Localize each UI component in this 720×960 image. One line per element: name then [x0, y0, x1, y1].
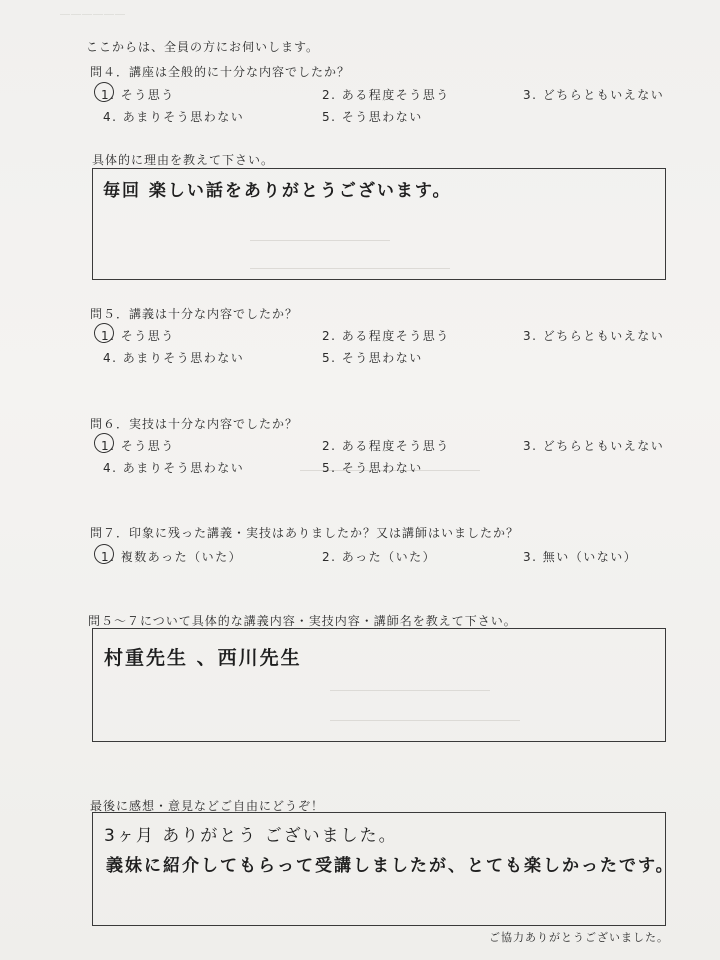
- bleed-through-text: ＿＿＿＿＿＿: [60, 6, 126, 17]
- q4-option-2[interactable]: 2. ある程度そう思う: [322, 88, 450, 102]
- q7-option-3[interactable]: 3. 無い（いない）: [523, 550, 638, 564]
- q7-option-2[interactable]: 2. あった（いた）: [322, 550, 437, 564]
- q4-title: 問４．講座は全般的に十分な内容でしたか？: [90, 65, 351, 79]
- q5-option-1[interactable]: 1. そう思う: [101, 329, 175, 343]
- q7-option-1[interactable]: 1. 複数あった（いた）: [101, 550, 243, 564]
- q5-option-4[interactable]: 4. あまりそう思わない: [103, 351, 245, 365]
- q4-option-1[interactable]: 1. そう思う: [101, 88, 175, 102]
- footer-thanks: ご協力ありがとうございました。: [489, 931, 669, 944]
- q6-option-5[interactable]: 5. そう思わない: [322, 461, 423, 475]
- q4-option-3[interactable]: 3. どちらともいえない: [523, 88, 665, 102]
- details-answer: 村重先生 、西川先生: [104, 647, 302, 669]
- intro-text: ここからは、全員の方にお伺いします。: [86, 40, 320, 54]
- comments-line-2: 義妹に紹介してもらって受講しましたが、とても楽しかったです。: [106, 856, 675, 876]
- q4-option-4[interactable]: 4. あまりそう思わない: [103, 110, 245, 124]
- q6-title: 問６．実技は十分な内容でしたか？: [90, 417, 299, 431]
- q7-title: 問７．印象に残った講義・実技はありましたか？又は講師はいましたか？: [90, 526, 520, 540]
- q6-option-4[interactable]: 4. あまりそう思わない: [103, 461, 245, 475]
- q5-option-2[interactable]: 2. ある程度そう思う: [322, 329, 450, 343]
- reason-label: 具体的に理由を教えて下さい。: [92, 153, 275, 167]
- q5-option-5[interactable]: 5. そう思わない: [322, 351, 423, 365]
- q4-option-5[interactable]: 5. そう思わない: [322, 110, 423, 124]
- details-label: 問５～７について具体的な講義内容・実技内容・講師名を教えて下さい。: [88, 614, 517, 628]
- reason-answer: 毎回 楽しい話をありがとうございます。: [103, 181, 452, 201]
- q5-title: 問５．講義は十分な内容でしたか？: [90, 307, 299, 321]
- comments-line-1: 3ヶ月 ありがとう ございました。: [104, 826, 398, 846]
- q5-option-3[interactable]: 3. どちらともいえない: [523, 329, 665, 343]
- q6-option-3[interactable]: 3. どちらともいえない: [523, 439, 665, 453]
- q6-option-2[interactable]: 2. ある程度そう思う: [322, 439, 450, 453]
- q6-option-1[interactable]: 1. そう思う: [101, 439, 175, 453]
- comments-label: 最後に感想・意見などご自由にどうぞ！: [90, 799, 325, 813]
